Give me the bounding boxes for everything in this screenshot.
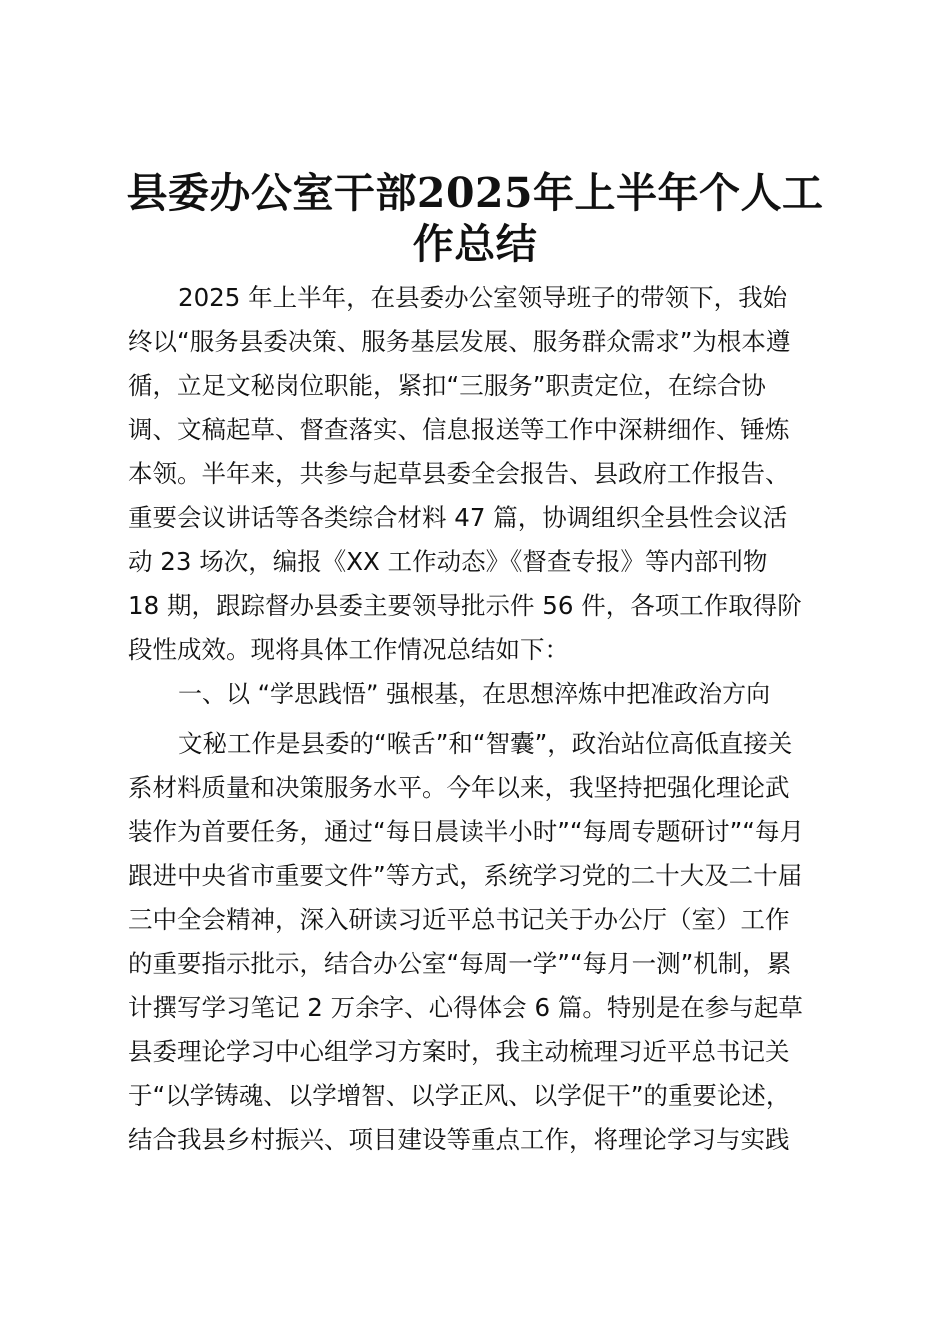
document-title-line-1: 县委办公室干部2025年上半年个人工 — [126, 169, 824, 217]
body-line: 终以“服务县委决策、服务基层发展、服务群众需求”为根本遵 — [128, 327, 791, 356]
body-line: 于“以学铸魂、以学增智、以学正风、以学促干”的重要论述， — [128, 1081, 791, 1110]
body-line: 县委理论学习中心组学习方案时，我主动梳理习近平总书记关 — [128, 1037, 790, 1066]
body-line: 重要会议讲话等各类综合材料 47 篇，协调组织全县性会议活 — [128, 503, 788, 532]
body-line: 装作为首要任务，通过“每日晨读半小时”“每周专题研讨”“每月 — [128, 817, 804, 846]
body-line: 2025 年上半年，在县委办公室领导班子的带领下，我始 — [178, 283, 788, 312]
body-line: 18 期，跟踪督办县委主要领导批示件 56 件，各项工作取得阶 — [128, 591, 802, 620]
body-line: 计撰写学习笔记 2 万余字、心得体会 6 篇。特别是在参与起草 — [128, 993, 803, 1022]
body-line: 结合我县乡村振兴、项目建设等重点工作，将理论学习与实践 — [128, 1125, 790, 1154]
body-line: 循，立足文秘岗位职能，紧扣“三服务”职责定位，在综合协 — [128, 371, 766, 400]
body-line: 本领。半年来，共参与起草县委全会报告、县政府工作报告、 — [128, 459, 790, 488]
document-title-line-2: 作总结 — [412, 220, 538, 268]
body-line: 系材料质量和决策服务水平。今年以来，我坚持把强化理论武 — [128, 773, 790, 802]
section-heading: 一、以 “学思践悟” 强根基，在思想淬炼中把准政治方向 — [178, 680, 771, 708]
body-line: 三中全会精神，深入研读习近平总书记关于办公厅（室）工作 — [128, 905, 790, 934]
body-line: 文秘工作是县委的“喉舌”和“智囊”，政治站位高低直接关 — [178, 729, 793, 758]
body-line: 动 23 场次，编报《XX 工作动态》《督查专报》等内部刊物 — [128, 547, 768, 576]
body-line: 的重要指示批示，结合办公室“每周一学”“每月一测”机制，累 — [128, 949, 792, 978]
body-line: 段性成效。现将具体工作情况总结如下： — [128, 635, 569, 664]
body-line: 跟进中央省市重要文件”等方式，系统学习党的二十大及二十届 — [128, 861, 803, 890]
body-line: 调、文稿起草、督查落实、信息报送等工作中深耕细作、锤炼 — [128, 415, 790, 444]
